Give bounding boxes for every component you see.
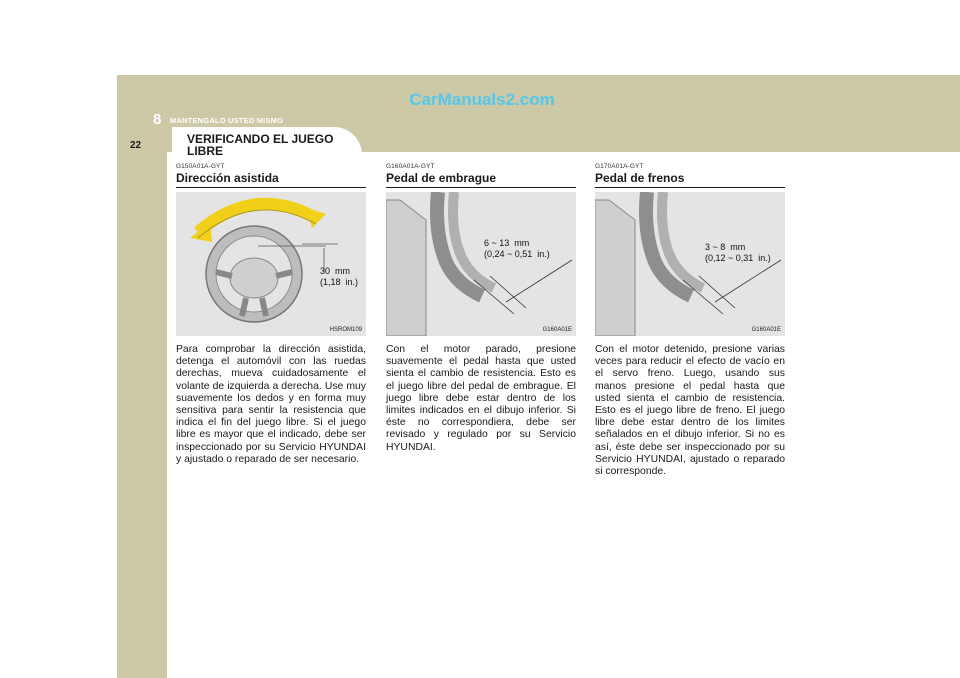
section-heading: Pedal de embrague (386, 171, 576, 188)
brake-pedal-figure (595, 192, 785, 336)
figure-label: 30 mm (1,18 in.) (320, 266, 359, 287)
column-clutch (386, 163, 576, 454)
figure-code: HSROM109 (329, 327, 362, 333)
section-body-text: Con el motor detenido, presione varias veces para reducir el efecto de vacío en el servo freno. Luego, usando sus manos presione el pedal hasta que usted sienta el cambio de resistencia. Esto es el juego libre de freno. El juego libre debe estar dentro de los limites señalados en el dibujo inferior. Si no es así, éste debe ser inspeccionado por su Servicio HYUNDAI, ajustado o reparado si corresponde. (595, 344, 785, 478)
figure-code: G160A01E (542, 327, 572, 333)
section-body-text: Para comprobar la dirección asistida, detenga el automóvil con las ruedas derechas, mueva cuidadosamente el volante de izquierda a derecha. Use muy suavemente los dedos y en forma muy sensitiva para sentir la resistencia que indica el fin del juego libre. Si el juego libre es mayor que el indicado, debe ser inspeccionado por su Servicio HYUNDAI y ajustado o reparado de ser necesario. (176, 344, 366, 465)
section-body-text: Con el motor parado, presione suavemente el pedal hasta que usted sienta el cambio de resistencia. Esto es el juego libre del pedal de embrague. El juego libre debe estar dentro de los limites indicados en el dibujo inferior. Si éste no correspondiera, debe ser revisado y regulado por su Servicio HYUNDAI. (386, 344, 576, 453)
column-steering (176, 163, 366, 466)
page-number: 22 (130, 140, 142, 151)
section-code: G150A01A-GYT (176, 163, 225, 170)
chapter-number: 8 (153, 111, 162, 128)
section-code: G160A01A-GYT (386, 163, 435, 170)
section-title: VERIFICANDO EL JUEGO LIBRE (187, 132, 334, 158)
section-heading: Pedal de frenos (595, 171, 785, 188)
figure-label: 6 ~ 13 mm (0,24 ~ 0,51 in.) (484, 238, 550, 259)
clutch-pedal-figure (386, 192, 576, 336)
watermark-link[interactable]: CarManuals2.com (409, 90, 555, 109)
page-sidebar (117, 127, 167, 678)
figure-code: G160A01E (751, 327, 781, 333)
brake-pedal-illustration (595, 192, 785, 336)
steering-wheel-figure (176, 192, 366, 336)
steering-wheel-illustration (176, 192, 366, 336)
chapter-title: MANTENGALO USTED MISMO (170, 116, 284, 125)
clutch-pedal-illustration (386, 192, 576, 336)
section-code: G170A01A-GYT (595, 163, 644, 170)
figure-label: 3 ~ 8 mm (0,12 ~ 0,31 in.) (705, 242, 771, 263)
section-heading: Dirección asistida (176, 171, 366, 188)
column-brake (595, 163, 785, 478)
